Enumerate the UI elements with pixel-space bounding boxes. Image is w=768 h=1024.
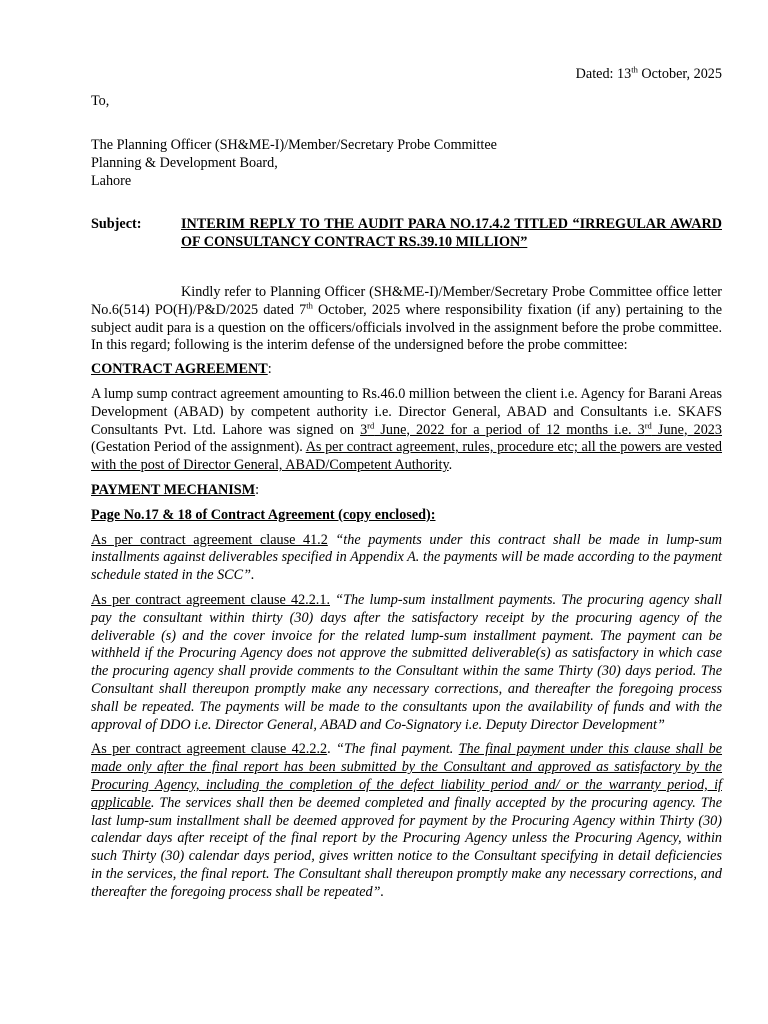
page-reference-heading: Page No.17 & 18 of Contract Agreement (copy enclosed): [91,506,436,523]
recipient-address [91,136,497,190]
subject-block [91,215,722,251]
salutation-to: To, [91,93,110,109]
clause-42-2-1-paragraph: As per contract agreement clause 42.2.1. “The lump-sum installment payments. The procuring agency shall pay the consultant within thirty (30) days after the satisfactory receipt by the procuring agency of the deliverable (s) and the cover invoice for the related lump-sum installment payment. The payment can be withheld if the Procuring Agency does not approve the submitted deliverable(s) as satisfactory in which case the procuring agency shall provide comments to the Consultant within the same Thirty (30) days period. The Consultant shall thereupon promptly make any necessary corrections, and thereafter the foregoing process shall be repeated. The payments will be made to the consultants upon the availability of funds and with the approval of DDO i.e. Director General, ABAD and Co-Signatory i.e. Deputy Director Development” [91,591,722,733]
contract-agreement-heading: CONTRACT AGREEMENT: [91,361,272,378]
letter-body [91,284,722,902]
address-line-2: Planning & Development Board, [91,155,278,171]
clause-42-2-2-paragraph: As per contract agreement clause 42.2.2. “The final payment. The final payment under this clause shall be made only after the final report has been submitted by the Consultant and approved as satisfactory by the Procuring Agency, including the completion of the defect liability period and/ or the warranty period, if applicable. The services shall then be deemed completed and finally accepted by the procuring agency. The last lump-sum installment shall be deemed approved for payment by the Procuring Agency within Thirty (30) calendar days after receipt of the final report by the Procuring Agency unless the Procuring Agency, within such Thirty (30) calendar days period, gives written notice to the Consultant specifying in detail deficiencies in the services, the final report. The Consultant shall thereupon promptly make any necessary corrections, and thereafter the foregoing process shall be repeated”. [91,741,722,900]
address-line-1: The Planning Officer (SH&ME-I)/Member/Secretary Probe Committee [91,137,497,153]
clause-41-2-paragraph: As per contract agreement clause 41.2 “the payments under this contract shall be made in lump-sum installments against deliverables specified in Appendix A. the payments will be made according to the payment schedule stated in the SCC”. [91,531,722,584]
subject-text: INTERIM REPLY TO THE AUDIT PARA NO.17.4.2 TITLED “IRREGULAR AWARD OF CONSULTANCY CONTRACT RS.39.10 MILLION” [181,216,722,250]
intro-paragraph: Kindly refer to Planning Officer (SH&ME-I)/Member/Secretary Probe Committee office letter No.6(514) PO(H)/P&D/2025 dated 7th October, 2025 where responsibility fixation (if any) pertaining to the subject audit para is a question on the officers/officials involved in the assignment before the probe committee. In this regard; following is the interim defense of the undersigned before the probe committee: [91,284,723,354]
subject-label: Subject: [91,216,142,232]
payment-mechanism-heading: PAYMENT MECHANISM: [91,481,260,498]
letter-date: Dated: 13th October, 2025 [575,64,722,82]
contract-agreement-paragraph: A lump sump contract agreement amounting to Rs.46.0 million between the client i.e. Agency for Barani Areas Development (ABAD) by competent authority i.e. Director General, ABAD and Consultants i.e. SKAFS Consultants Pvt. Ltd. Lahore was signed on 3rd June, 2022 for a period of 12 months i.e. 3rd June, 2023 (Gestation Period of the assignment). As per contract agreement, rules, procedure etc; all the powers are vested with the post of Director General, ABAD/Competent Authority. [91,385,722,474]
address-line-3: Lahore [91,173,132,189]
